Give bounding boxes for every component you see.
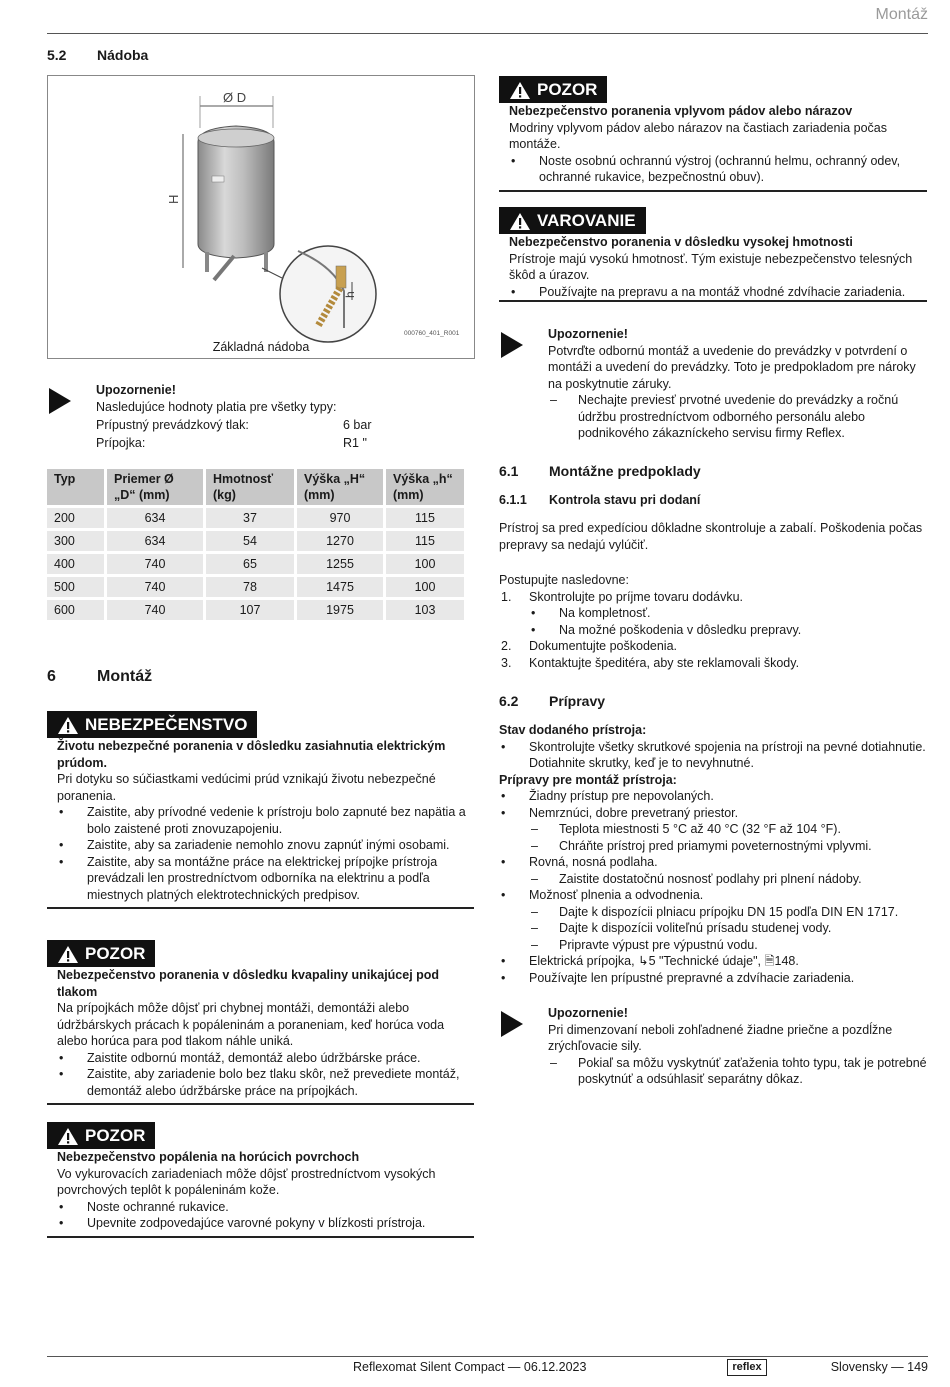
note-row-value: 6 bar — [343, 418, 372, 432]
vessel-figure — [47, 75, 475, 359]
procedure-intro: Postupujte nasledovne: — [499, 573, 629, 587]
caution-falls-impacts — [499, 76, 927, 192]
table-cell: 100 — [386, 554, 464, 574]
section-5-2-heading — [47, 47, 148, 63]
list-subitem: – Chráňte prístroj pred priamymi poveternostnými vplyvmi. — [531, 838, 872, 853]
list-item: • Používajte na prepravu a na montáž vhodné zdvíhacie zariadenia. — [511, 284, 906, 299]
caution-pressurized-liquid — [47, 940, 474, 1105]
col-header-weight: Hmotnosť (kg) — [206, 469, 294, 505]
dimension-label-h: H — [166, 194, 181, 204]
section-number: 5.2 — [47, 47, 67, 63]
warning-heavy-weight — [499, 207, 927, 302]
page-icon: 🗎 — [764, 954, 775, 968]
list-item: • Rovná, nosná podlaha. — [501, 855, 658, 869]
table-row — [47, 600, 464, 620]
table-cell: 100 — [386, 577, 464, 597]
section-title: Kontrola stavu pri dodaní — [549, 493, 701, 507]
note-row-label: Prípojka: — [96, 436, 146, 450]
footer-language-page: Slovensky — 149 — [830, 1360, 928, 1374]
sign-label: POZOR — [85, 1126, 146, 1145]
vessel-label-plate — [212, 176, 224, 182]
preparations-list — [499, 722, 927, 986]
table-cell: 54 — [206, 531, 294, 551]
warning-rule — [499, 190, 927, 192]
vessel-dimensions-table — [44, 466, 467, 623]
table-cell: 200 — [47, 508, 104, 528]
table-cell: 115 — [386, 508, 464, 528]
table-cell: 78 — [206, 577, 294, 597]
note-arrow-icon — [49, 388, 71, 414]
list-item: • Zaistite, aby sa montážne práce na elektrickej prípojke prístroja prevádzali len prostredníctvom odborníka na elektrinu a podľa miestnych platných elektrotechnických predpisov. — [59, 854, 438, 902]
table-cell: 600 — [47, 600, 104, 620]
list-subitem: – Dajte k dispozícii voliteľnú prísadu studenej vody. — [531, 921, 832, 935]
note-row-value: R1 " — [343, 436, 367, 450]
table-cell: 740 — [107, 600, 203, 620]
table-cell: 740 — [107, 577, 203, 597]
caution-sign — [499, 76, 607, 103]
table-row — [47, 508, 464, 528]
section-title: Montáž — [97, 668, 153, 685]
section-title: Prípravy — [549, 693, 606, 709]
section-6-2-heading — [499, 693, 605, 709]
warning-rule — [47, 907, 474, 909]
list-item: – Nechajte previesť prvotné uvedenie do prevádzky a ročnú údržbu prostredníctvom odborného personálu alebo podnikového zákazníckeho servisu firmy Reflex. — [550, 393, 899, 440]
warning-triangle-icon — [57, 716, 79, 735]
table-cell: 107 — [206, 600, 294, 620]
table-cell: 300 — [47, 531, 104, 551]
table-cell: 634 — [107, 531, 203, 551]
state-title: Stav dodaného prístroja: — [499, 723, 647, 737]
note-values-all-types — [49, 382, 469, 453]
list-subitem: – Dajte k dispozícii plniacu prípojku DN 15 podľa DIN EN 1717. — [531, 904, 899, 919]
list-item: • Skontrolujte všetky skrutkové spojenia na prístroji na pevné dotiahnutie. Dotiahnite skrutky, keď je to nevyhnutné. — [501, 739, 926, 770]
note-commissioning — [501, 326, 927, 442]
warning-text: Vo vykurovacích zariadeniach môže dôjsť prostredníctvom vysokých povrchových teplôt k popáleninám kože. — [57, 1166, 436, 1197]
list-item: • Zaistite, aby sa zariadenie nemohlo znovu zapnúť inými osobami. — [59, 838, 450, 852]
col-header-diameter: Priemer Ø „D“ (mm) — [107, 469, 203, 505]
warning-text: Pri dotyku so súčiastkami vedúcimi prúd vznikajú životu nebezpečné poranenia. — [57, 772, 436, 803]
warning-text: Na prípojkách môže dôjsť pri chybnej montáži, demontáži alebo údržbárskych prácach k popáleninám a poraneniam, keď horúca voda alebo horúca para pod tlakom náhle uniká. — [57, 1001, 445, 1048]
list-item: • Nemrznúci, dobre prevetraný priestor. — [501, 805, 739, 820]
list-item: • Zaistite, aby prívodné vedenie k prístroju bolo zapnuté bez napätia a bolo zaistené proti znovuzapojeniu. — [59, 805, 466, 836]
cross-reference-arrow-icon: ↳ — [638, 954, 649, 968]
section-6-1-1-heading — [499, 493, 700, 507]
table-cell: 65 — [206, 554, 294, 574]
caution-sign — [47, 1122, 155, 1149]
sign-label: POZOR — [85, 944, 146, 963]
figure-code: 000760_401_R001 — [404, 330, 460, 337]
footer-rule — [47, 1356, 928, 1357]
footer-document: Reflexomat Silent Compact — 06.12.2023 — [353, 1360, 587, 1374]
section-number: 6 — [47, 668, 56, 685]
col-header-height-small-h: Výška „h“ (mm) — [386, 469, 464, 505]
warning-sign — [499, 207, 646, 234]
table-cell: 1270 — [297, 531, 383, 551]
note-row-connection — [96, 435, 469, 453]
note-text: Pri dimenzovaní neboli zohľadnené žiadne priečne a pozdĺžne zrýchľovacie sily. — [548, 1022, 893, 1053]
caution-hot-surfaces — [47, 1122, 474, 1238]
table-cell: 970 — [297, 508, 383, 528]
note-row-pressure — [96, 417, 469, 435]
warning-rule — [47, 1236, 474, 1238]
list-item: • Elektrická prípojka, ↳5 "Technické údaje", 🗎148. — [501, 954, 799, 968]
vessel-drawing — [48, 76, 474, 358]
section-number: 6.1.1 — [499, 493, 527, 507]
list-item: – Pokiaľ sa môžu vyskytnúť zaťaženia tohto typu, tak je potrebné poskytnúť a odsúhlasiť separátny dôkaz. — [550, 1055, 927, 1086]
procedure-list — [499, 572, 927, 671]
note-title: Upozornenie! — [96, 383, 176, 397]
section-title: Nádoba — [97, 47, 149, 63]
table-cell: 400 — [47, 554, 104, 574]
note-arrow-icon — [501, 1011, 523, 1037]
warning-title: Životu nebezpečné poranenia v dôsledku zasiahnutia elektrickým prúdom. — [57, 739, 446, 770]
table-cell: 1255 — [297, 554, 383, 574]
dimension-label-h-small: h — [343, 291, 357, 298]
list-item: • Používajte len prípustné prepravné a zdvíhacie zariadenia. — [501, 970, 855, 985]
table-cell: 1975 — [297, 600, 383, 620]
note-intro: Nasledujúce hodnoty platia pre všetky typy: — [96, 399, 337, 414]
procedure-substep: • Na kompletnosť. — [531, 606, 651, 620]
section-number: 6.1 — [499, 463, 519, 479]
caution-sign — [47, 940, 155, 967]
detail-zoom-circle — [280, 246, 376, 342]
warning-triangle-icon — [509, 81, 531, 100]
warning-text: Prístroje majú vysokú hmotnosť. Tým existuje nebezpečenstvo telesných škôd a úrazov. — [509, 251, 913, 282]
warning-triangle-icon — [57, 945, 79, 964]
warning-rule — [499, 300, 927, 302]
table-header-row — [47, 469, 464, 505]
page-reference[interactable]: 148. — [774, 954, 799, 968]
list-item: • Možnosť plnenia a odvodnenia. — [501, 888, 704, 902]
procedure-substep: • Na možné poškodenia v dôsledku prepravy. — [531, 622, 802, 637]
reflex-logo: reflex — [727, 1359, 767, 1376]
delivery-check-text: Prístroj sa pred expedíciou dôkladne skontroluje a zabalí. Poškodenia počas prepravy sa nedajú vylúčiť. — [499, 521, 923, 552]
figure-caption: Základná nádoba — [212, 340, 310, 354]
note-row-label: Prípustný prevádzkový tlak: — [96, 418, 249, 432]
section-title: Montážne predpoklady — [549, 463, 701, 479]
danger-electric-shock — [47, 711, 474, 909]
section-6-heading — [47, 668, 152, 686]
sign-label: NEBEZPEČENSTVO — [85, 715, 248, 734]
warning-rule — [47, 1103, 474, 1105]
warning-title: Nebezpečenstvo poranenia v dôsledku vysokej hmotnosti — [509, 235, 853, 249]
col-header-height-h: Výška „H“ (mm) — [297, 469, 383, 505]
list-subitem: – Pripravte výpust pre výpustnú vodu. — [531, 937, 758, 952]
sign-label: POZOR — [537, 80, 598, 99]
warning-triangle-icon — [57, 1127, 79, 1146]
note-acceleration-forces — [501, 1005, 927, 1088]
table-row — [47, 554, 464, 574]
warning-text: Modriny vplyvom pádov alebo nárazov na častiach zariadenia počas montáže. — [509, 120, 887, 151]
table-cell: 740 — [107, 554, 203, 574]
warning-title: Nebezpečenstvo poranenia vplyvom pádov alebo nárazov — [509, 104, 853, 118]
table-cell: 37 — [206, 508, 294, 528]
table-cell: 500 — [47, 577, 104, 597]
running-header: Montáž — [875, 6, 928, 23]
table-cell: 115 — [386, 531, 464, 551]
table-cell: 103 — [386, 600, 464, 620]
sign-label: VAROVANIE — [537, 211, 636, 230]
table-row — [47, 577, 464, 597]
list-item: • Upevnite zodpovedajúce varovné pokyny v blízkosti prístroja. — [59, 1216, 426, 1230]
list-subitem: – Zaistite dostatočnú nosnosť podlahy pri plnení nádoby. — [531, 871, 862, 886]
table-cell: 1475 — [297, 577, 383, 597]
procedure-step: 2. Dokumentujte poškodenia. — [501, 639, 678, 653]
dimension-label-d: Ø D — [223, 90, 247, 105]
warning-triangle-icon — [509, 212, 531, 231]
list-item: • Noste osobnú ochrannú výstroj (ochrannú helmu, ochranný odev, ochranné rukavice, bezpečnostnú obuv). — [511, 153, 901, 184]
procedure-step: 3. Kontaktujte špeditéra, aby ste reklamovali škody. — [501, 655, 800, 670]
list-item: • Zaistite odbornú montáž, demontáž alebo údržbárske práce. — [59, 1050, 421, 1065]
cross-reference-link[interactable]: 5 "Technické údaje", — [648, 954, 765, 968]
section-number: 6.2 — [499, 693, 519, 709]
list-subitem: – Teplota miestnosti 5 °C až 40 °C (32 °F až 104 °F). — [531, 822, 841, 836]
header-rule — [47, 33, 928, 34]
table-row — [47, 531, 464, 551]
section-6-1-heading — [499, 463, 701, 479]
list-item: • Zaistite, aby zariadenie bolo bez tlaku skôr, než prevediete montáž, demontáž alebo údržbárske práce na prípojkách. — [59, 1067, 460, 1098]
list-item: • Žiadny prístup pre nepovolaných. — [501, 789, 714, 803]
danger-sign — [47, 711, 257, 738]
note-text: Potvrďte odbornú montáž a uvedenie do prevádzky v potvrdení o montáži a uvedení do prevádzky. Toto je predpokladom pre nároky na poskytnutie záruky. — [548, 343, 916, 391]
warning-title: Nebezpečenstvo poranenia v dôsledku kvapaliny unikajúcej pod tlakom — [57, 968, 440, 999]
list-item: • Noste ochranné rukavice. — [59, 1199, 229, 1214]
warning-title: Nebezpečenstvo popálenia na horúcich povrchoch — [57, 1150, 360, 1164]
procedure-step: 1. Skontrolujte po príjme tovaru dodávku. — [501, 589, 744, 604]
note-arrow-icon — [501, 332, 523, 358]
col-header-type: Typ — [47, 469, 104, 505]
note-title: Upozornenie! — [548, 1006, 628, 1020]
table-cell: 634 — [107, 508, 203, 528]
note-title: Upozornenie! — [548, 327, 628, 341]
prep-title: Prípravy pre montáž prístroja: — [499, 772, 677, 787]
